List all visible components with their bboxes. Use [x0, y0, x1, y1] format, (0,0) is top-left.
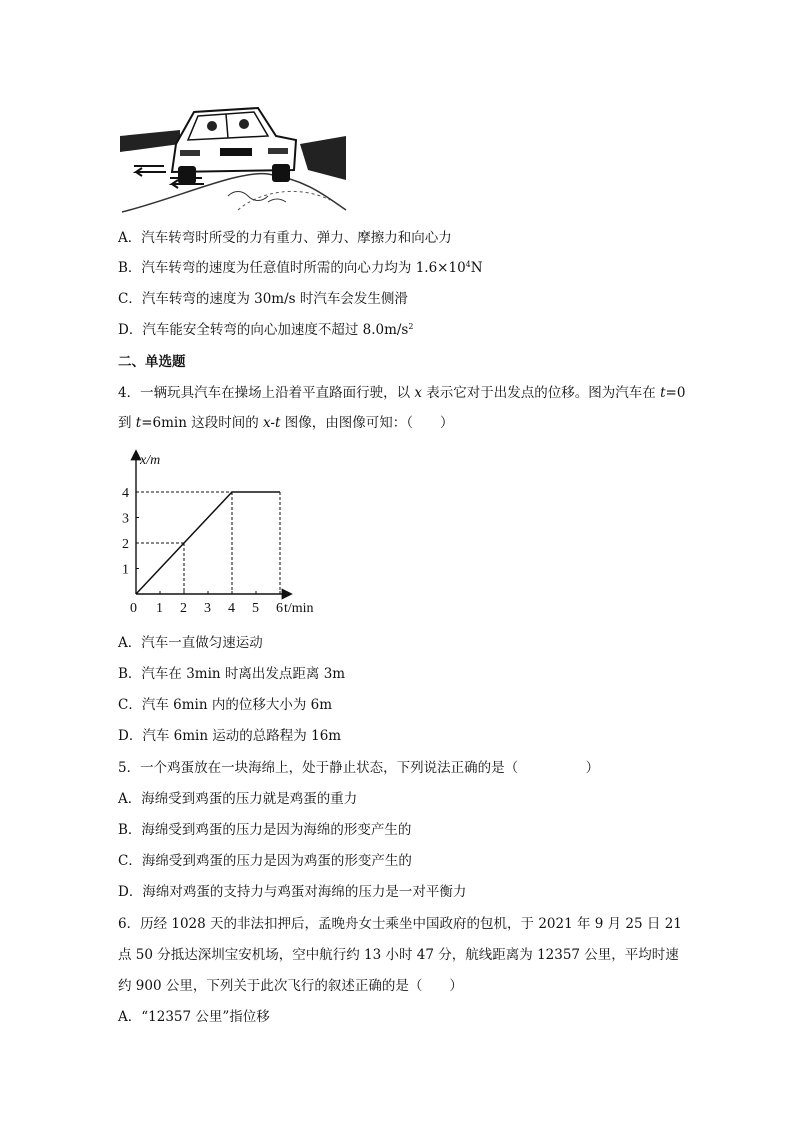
section-title: 二、单选题 — [118, 354, 186, 370]
q6-stem-line-1: 6．历经 1028 天的非法扣押后，孟晚舟女士乘坐中国政府的包机，于 2021 年 9 月 25 日 21 — [118, 916, 682, 932]
q4-option-c[interactable]: C．汽车 6min 内的位移大小为 6m — [118, 697, 332, 713]
car-turning-illustration — [118, 100, 350, 216]
x-axis-label: t/min — [284, 601, 314, 616]
x-tick-label: 4 — [228, 601, 235, 616]
x-tick-label: 5 — [252, 601, 259, 616]
x-tick-label: 0 — [130, 601, 137, 616]
q5-option-a[interactable]: A．海绵受到鸡蛋的压力就是鸡蛋的重力 — [118, 791, 358, 807]
q6-stem-line-3: 约 900 公里，下列关于此次飞行的叙述正确的是（ ） — [118, 978, 463, 994]
y-axis-label: x/m — [140, 453, 161, 468]
q3-option-c[interactable]: C．汽车转弯的速度为 30m/s 时汽车会发生侧滑 — [118, 291, 408, 307]
xt-graph — [118, 446, 338, 622]
q3-option-a[interactable]: A．汽车转弯时所受的力有重力、弹力、摩擦力和向心力 — [118, 230, 452, 246]
q5-option-d[interactable]: D．海绵对鸡蛋的支持力与鸡蛋对海绵的压力是一对平衡力 — [118, 884, 467, 900]
q5-stem: 5．一个鸡蛋放在一块海绵上，处于静止状态，下列说法正确的是（ ） — [118, 760, 600, 776]
q4-option-d[interactable]: D．汽车 6min 运动的总路程为 16m — [118, 728, 342, 744]
x-tick-label: 2 — [180, 601, 187, 616]
q6-stem-line-2: 点 50 分抵达深圳宝安机场，空中航行约 13 小时 47 分，航线距离为 12357 公里，平均时速 — [118, 947, 679, 963]
q3-option-d[interactable]: D．汽车能安全转弯的向心加速度不超过 $8.0m/s^2$ — [118, 322, 414, 338]
y-tick-label: 4 — [122, 486, 129, 501]
q6-option-a[interactable]: A．“12357 公里”指位移 — [118, 1009, 270, 1025]
q4-stem-line-2: 到 t=6min 这段时间的 x-t 图像，由图像可知：（ ） — [118, 415, 454, 431]
q4-stem-line-1: 4．一辆玩具汽车在操场上沿着平直路面行驶，以 x 表示它对于出发点的位移。图为汽车在 t=0 — [118, 385, 686, 401]
x-tick-label: 3 — [204, 601, 211, 616]
x-tick-label: 1 — [156, 601, 163, 616]
q5-option-c[interactable]: C．海绵受到鸡蛋的压力是因为鸡蛋的形变产生的 — [118, 853, 412, 869]
q3-option-b[interactable]: B．汽车转弯的速度为任意值时所需的向心力均为 $1.6\times 10^4N$ — [118, 260, 483, 276]
q4-option-b[interactable]: B．汽车在 3min 时离出发点距离 3m — [118, 666, 346, 682]
y-tick-label: 3 — [122, 511, 129, 527]
q4-option-a[interactable]: A．汽车一直做匀速运动 — [118, 635, 263, 651]
y-tick-label: 2 — [122, 537, 129, 552]
x-tick-label: 6 — [276, 601, 283, 616]
y-tick-label: 1 — [122, 562, 129, 578]
q5-option-b[interactable]: B．海绵受到鸡蛋的压力是因为海绵的形变产生的 — [118, 822, 412, 838]
